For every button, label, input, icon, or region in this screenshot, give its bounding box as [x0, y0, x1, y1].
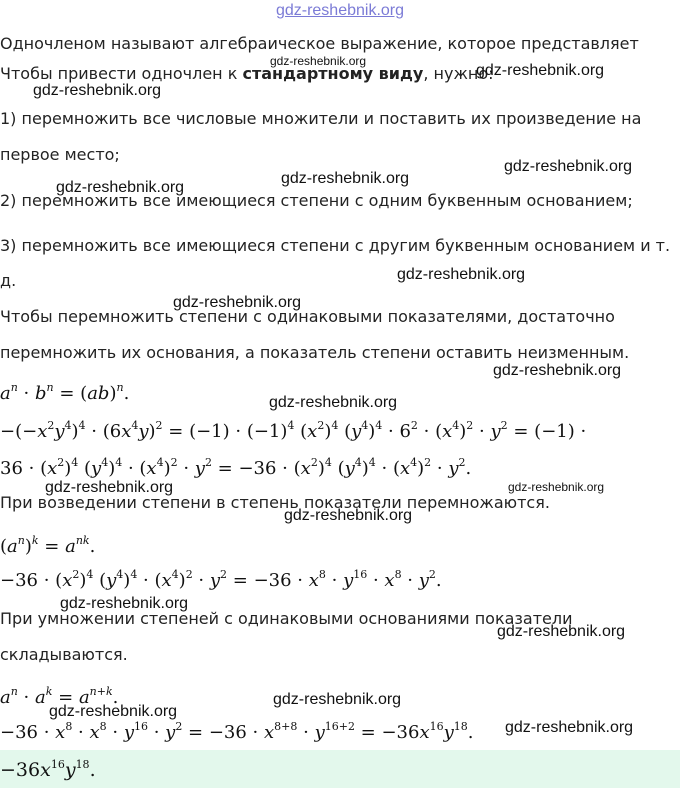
final-answer: $-36x^{16}y^{18}$. — [0, 758, 96, 781]
watermark: gdz-reshebnik.org — [270, 54, 367, 68]
watermark: gdz-reshebnik.org — [45, 479, 174, 496]
formula-power-product: $a^n \cdot b^n = (ab)^n$. — [0, 381, 130, 404]
watermark: gdz-reshebnik.org — [497, 623, 626, 640]
rule-1-line-1: Чтобы перемножить степени с одинаковыми показателями, достаточно — [0, 307, 615, 326]
watermark: gdz-reshebnik.org — [476, 62, 605, 79]
watermark: gdz-reshebnik.org — [281, 170, 410, 187]
step-3-line-2: д. — [0, 271, 17, 290]
watermark: gdz-reshebnik.org — [504, 158, 633, 175]
watermark: gdz-reshebnik.org — [397, 266, 526, 283]
watermark: gdz-reshebnik.org — [33, 82, 162, 99]
formula-product-same-base: $a^n \cdot a^k = a^{n+k}$. — [0, 685, 119, 708]
standard-form-bold: стандартному виду — [242, 64, 424, 83]
formula-power-of-power: $(a^n)^k = a^{nk}$. — [0, 534, 96, 557]
watermark: gdz-reshebnik.org — [508, 480, 605, 494]
step-1-line-2: первое место; — [0, 145, 120, 164]
step-3-line-1: 3) перемножить все имеющиеся степени с другим буквенным основанием и т. — [0, 236, 671, 255]
watermark: gdz-reshebnik.org — [49, 703, 178, 720]
formula-step-2: $-36 \cdot (x^2)^4$ $(y^4)^4 \cdot (x^4)^2 \cdot y^2 = -36 \cdot x^8 \cdot y^{16} \cdot x^8 \cdot y^2$. — [0, 568, 442, 591]
step-1-line-1: 1) перемножить все числовые множители и поставить их произведение на — [0, 109, 642, 128]
watermark: gdz-reshebnik.org — [284, 507, 413, 524]
rule-2: При возведении степени в степень показатели перемножаются. — [0, 493, 550, 512]
answer-highlight — [0, 750, 680, 788]
rule-3-line-2: складываются. — [0, 645, 128, 664]
watermark: gdz-reshebnik.org — [493, 362, 622, 379]
standard-form-before: Чтобы привести одночлен к — [0, 64, 243, 83]
watermark: gdz-reshebnik.org — [505, 719, 634, 736]
watermark: gdz-reshebnik.org — [56, 179, 185, 196]
watermark: gdz-reshebnik.org — [273, 691, 402, 708]
watermark: gdz-reshebnik.org — [173, 294, 302, 311]
step-2: 2) перемножить все имеющиеся степени с одним буквенным основанием; — [0, 191, 633, 210]
definition-text: Одночленом называют алгебраическое выражение, которое представляет — [0, 34, 639, 53]
rule-1-line-2: перемножить их основания, а показатель степени оставить неизменным. — [0, 343, 630, 362]
formula-step-3: $-36 \cdot x^8 \cdot x^8 \cdot y^{16} \cdot y^2 = -36 \cdot x^{8+8} \cdot y^{16+2} = -36x^{16}y^{18}$. — [0, 720, 474, 743]
watermark: gdz-reshebnik.org — [269, 394, 398, 411]
formula-expansion-line-1: $-(-x^2y^4)^4 \cdot (6x^4y)^2 = (-1) \cdot (-1)^4$ $(x^2)^4$ $(y^4)^4 \cdot 6^2 \cdot (x^4)^2 \cdot y^2 = (-1)$ · — [0, 419, 587, 442]
standard-form-after: , нужно: — [423, 64, 494, 83]
rule-3-line-1: При умножении степеней с одинаковыми основаниями показатели — [0, 609, 573, 628]
watermark: gdz-reshebnik.org — [60, 595, 189, 612]
site-link[interactable]: gdz-reshebnik.org — [275, 2, 405, 19]
formula-expansion-line-2: $36 \cdot (x^2)^4$ $(y^4)^4 \cdot (x^4)^2 \cdot y^2 = -36 \cdot (x^2)^4$ $(y^4)^4 \cdot (x^4)^2 \cdot y^2$. — [0, 456, 472, 479]
